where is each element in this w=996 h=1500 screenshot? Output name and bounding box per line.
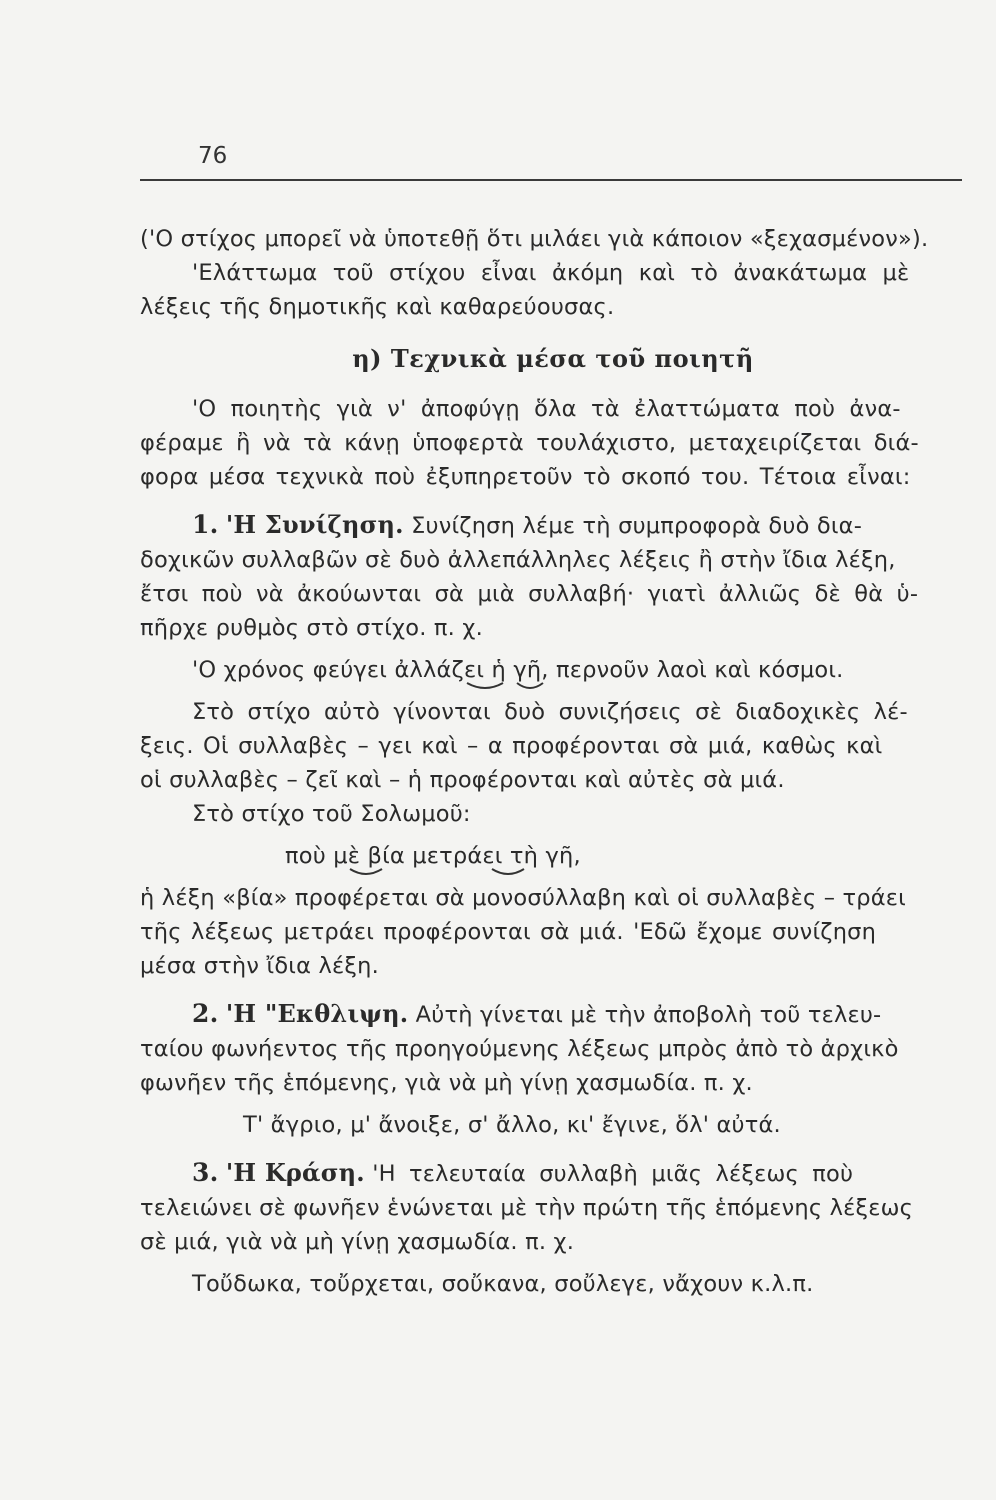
text-line: Στὸ στίχο τοῦ Σολωμοῦ: [192, 801, 471, 827]
text-line: 'Η τελευταία συλλαβὴ μιᾶς λέξεως ποὺ [372, 1161, 854, 1187]
text-line: δοχικῶν συλλαβῶν σὲ δυὸ ἀλλεπάλληλες λέξεις ἢ στὴν ἴδια λέξη, [140, 547, 896, 573]
text-line: ἔτσι ποὺ νὰ ἀκούωνται σὰ μιὰ συλλαβή· γιατὶ ἀλλιῶς δὲ θὰ ὑ- [140, 581, 919, 607]
text-line: φωνῆεν τῆς ἑπόμενης, γιὰ νὰ μὴ γίνῃ χασμωδία. π. χ. [140, 1070, 753, 1096]
verse-text: 'Ο χρόνος φεύγει ἀλλάζει ἡ γῆ, περνοῦν λαοὶ καὶ κόσμοι. [192, 657, 844, 683]
synizesis-mark [348, 867, 384, 877]
text-line: Στὸ στίχο αὐτὸ γίνονται δυὸ συνιζήσεις σὲ διαδοχικὲς λέ- [192, 699, 908, 725]
text-line: μέσα στὴν ἴδια λέξη. [140, 953, 379, 979]
synizesis-mark [515, 681, 545, 691]
verse-example [140, 839, 966, 873]
section-number: 3. [192, 1158, 219, 1187]
intro-line: 'Ελάττωμα τοῦ στίχου εἶναι ἀκόμη καὶ τὸ ἀνακάτωμα μὲ [192, 260, 910, 286]
intro-line: λέξεις τῆς δημοτικῆς καὶ καθαρεύουσας. [140, 294, 615, 320]
verse-text: Τ' ἄγριο, μ' ἄνοιξε, σ' ἄλλο, κι' ἔγινε, ὅλ' αὐτά. [243, 1112, 781, 1138]
section-term: 'Η Κράση. [225, 1158, 365, 1187]
section-number: 2. [192, 999, 219, 1028]
section-synizesis [140, 508, 966, 645]
synizesis-mark [490, 867, 526, 877]
section-krasis [140, 1156, 966, 1259]
page-number: 76 [198, 143, 228, 169]
text-line: πῆρχε ρυθμὸς στὸ στίχο. π. χ. [140, 615, 483, 641]
intro-paragraph [140, 222, 966, 324]
paragraph-explanation [140, 881, 966, 983]
text-line: Συνίζηση λέμε τὴ συμπροφορὰ δυὸ δια- [411, 513, 863, 539]
section-term: 'Η "Εκθλιψη. [225, 999, 409, 1028]
paragraph-tools [140, 392, 966, 494]
text-line: ταίου φωνήεντος τῆς προηγούμενης λέξεως μπρὸς ἀπὸ τὸ ἀρχικὸ [140, 1036, 899, 1062]
header-rule [140, 179, 962, 181]
verse-example [140, 1267, 966, 1301]
verse-text: ποὺ μὲ βία μετράει τὴ γῆ, [285, 843, 581, 869]
section-heading: η) Τεχνικὰ μέσα τοῦ ποιητῆ [352, 344, 754, 373]
text-line: ξεις. Οἱ συλλαβὲς – γει καὶ – α προφέρονται σὰ μιά, καθὼς καὶ [140, 733, 883, 759]
verse-example [140, 1108, 966, 1142]
text-line: φέραμε ἢ νὰ τὰ κάνῃ ὑποφερτὰ τουλάχιστο, μεταχειρίζεται διά- [140, 430, 919, 456]
text-line: σὲ μιά, γιὰ νὰ μὴ γίνῃ χασμωδία. π. χ. [140, 1229, 575, 1255]
intro-line: ('Ο στίχος μπορεῖ νὰ ὑποτεθῇ ὅτι μιλάει γιὰ κάποιον «ξεχασμένον»). [140, 226, 929, 252]
section-ekthlipsis [140, 997, 966, 1100]
verse-example [140, 653, 966, 687]
section-number: 1. [192, 510, 219, 539]
text-line: φορα μέσα τεχνικὰ ποὺ ἐξυπηρετοῦν τὸ σκοπό του. Τέτοια εἶναι: [140, 464, 911, 490]
text-line: τῆς λέξεως μετράει προφέρονται σὰ μιά. 'Εδῶ ἔχομε συνίζηση [140, 919, 877, 945]
text-line: Αὐτὴ γίνεται μὲ τὴν ἀποβολὴ τοῦ τελευ- [415, 1002, 882, 1028]
text-line: τελειώνει σὲ φωνῆεν ἑνώνεται μὲ τὴν πρώτη τῆς ἑπόμενης λέξεως [140, 1195, 914, 1221]
synizesis-mark [465, 681, 505, 691]
verse-text: Τοὔδωκα, τοὔρχεται, σοὔκανα, σοὔλεγε, νἄχουν κ.λ.π. [192, 1271, 814, 1297]
page-body [140, 222, 966, 1301]
text-line: 'Ο ποιητὴς γιὰ ν' ἀποφύγῃ ὅλα τὰ ἐλαττώματα ποὺ ἀνα- [192, 396, 901, 422]
text-line: οἱ συλλαβὲς – ζεῖ καὶ – ἡ προφέρονται καὶ αὐτὲς σὰ μιά. [140, 767, 785, 793]
paragraph-explanation [140, 695, 966, 831]
text-line: ἡ λέξη «βία» προφέρεται σὰ μονοσύλλαβη καὶ οἱ συλλαβὲς – τράει [140, 885, 906, 911]
section-term: 'Η Συνίζηση. [225, 510, 404, 539]
